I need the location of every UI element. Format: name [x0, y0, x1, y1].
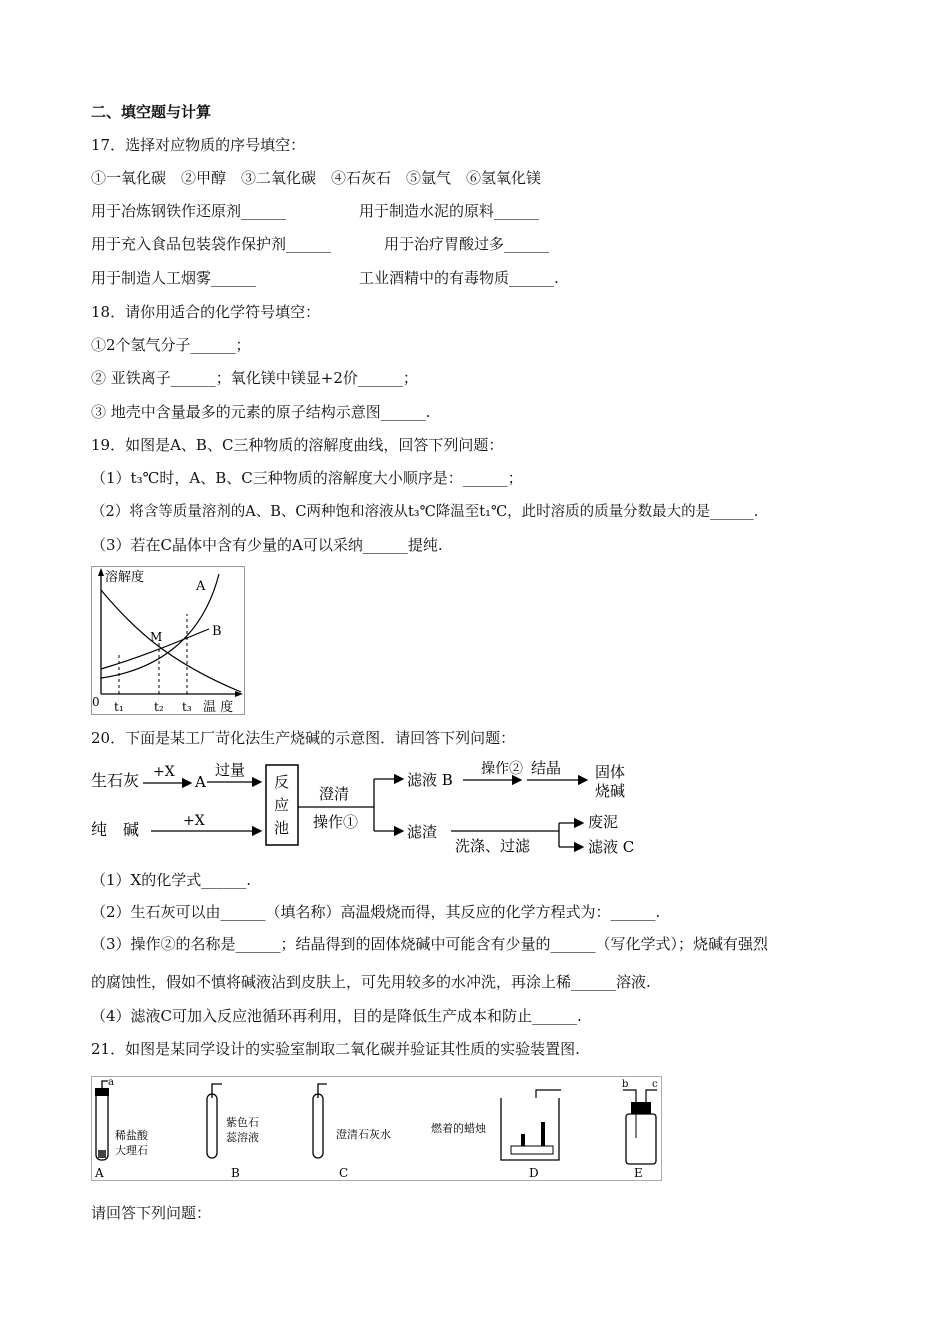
flow-clarify: 澄清: [319, 785, 350, 803]
q20-part3: （3）操作②的名称是______；结晶得到的固体烧碱中可能含有少量的______（写化学式）；烧碱有强烈: [91, 935, 769, 953]
q18-line1: ①2个氢气分子______；: [91, 336, 251, 354]
graph-xlabel: 温 度: [203, 700, 234, 715]
q17-row2-right: 用于治疗胃酸过多______: [384, 235, 550, 253]
flow-soda: 纯 碱: [91, 820, 140, 839]
flow-quicklime: 生石灰: [91, 771, 140, 790]
app-a-letter: a: [108, 1077, 114, 1088]
candle-high: [541, 1122, 545, 1146]
q19-part2: （2）将含等质量溶剂的A、B、C两种饱和溶液从t₃℃降温至t₁℃，此时溶质的质量分数最大的是______.: [91, 504, 759, 520]
bottle-e: [626, 1114, 656, 1164]
flow-filtrate-b: 滤液 B: [407, 771, 453, 789]
graph-label-a: A: [196, 579, 206, 594]
flow-reactor-1: 反: [274, 773, 290, 791]
flow-op2: 操作②: [481, 761, 523, 777]
flow-filtrate-c: 滤液 C: [588, 838, 635, 856]
app-c-letter: c: [652, 1079, 658, 1090]
app-label-b: B: [231, 1166, 240, 1180]
q17-options: ①一氧化碳 ②甲醇 ③二氧化碳 ④石灰石 ⑤氩气 ⑥氢氧化镁: [91, 169, 542, 187]
beaker-d: [501, 1098, 559, 1160]
flow-plus-x-2: +X: [183, 813, 205, 829]
app-limewater: 澄清石灰水: [336, 1128, 391, 1141]
q20-part2: （2）生石灰可以由______（填名称）高温煅烧而得，其反应的化学方程式为：______.: [91, 903, 661, 921]
flow-solid-1: 固体: [595, 763, 626, 781]
q19-part1: （1）t₃℃时，A、B、C三种物质的溶解度大小顺序是：______；: [91, 469, 523, 487]
flow-wash: 洗涤、过滤: [455, 837, 531, 855]
app-litmus-2: 蕊溶液: [226, 1131, 259, 1144]
app-acid: 稀盐酸: [115, 1129, 148, 1142]
q19-stem: 19．如图是A、B、C三种物质的溶解度曲线，回答下列问题：: [91, 436, 504, 454]
app-litmus-1: 紫色石: [226, 1116, 259, 1129]
tube-a: [96, 1092, 108, 1160]
apparatus-figure: [91, 1076, 663, 1182]
q17-row1-right: 用于制造水泥的原料______: [359, 202, 540, 220]
tube-c: [313, 1094, 323, 1158]
app-b-letter: b: [622, 1079, 629, 1090]
flow-reactor-3: 池: [274, 819, 290, 837]
candle-low: [521, 1134, 525, 1146]
app-candle: 燃着的蜡烛: [431, 1122, 486, 1135]
y-axis-arrow: [98, 568, 104, 576]
app-label-a: A: [95, 1166, 104, 1180]
q20-part4: （4）滤液C可加入反应池循环再利用，目的是降低生产成本和防止______.: [91, 1007, 582, 1025]
curve-c: [101, 590, 241, 692]
flow-residue: 滤渣: [407, 823, 438, 841]
q18-line2: ② 亚铁离子______；氧化镁中镁显+2价______；: [91, 369, 418, 387]
flow-mud: 废泥: [588, 813, 619, 831]
graph-frame: [92, 567, 245, 715]
app-label-e: E: [634, 1166, 643, 1180]
flow-crystallize: 结晶: [531, 759, 562, 777]
tube-b: [207, 1094, 217, 1158]
q17-stem: 17．选择对应物质的序号填空：: [91, 136, 306, 154]
q20-part1: （1）X的化学式______.: [91, 871, 251, 889]
marble-solid: [98, 1150, 106, 1158]
flow-reactor-2: 应: [274, 796, 290, 814]
q18-line3: ③ 地壳中含量最多的元素的原子结构示意图______.: [91, 403, 431, 421]
graph-t2: t₂: [154, 700, 164, 714]
flow-solid-2: 烧碱: [595, 782, 626, 800]
bottle-e-pipe-b: [623, 1090, 636, 1102]
graph-label-m: M: [150, 630, 163, 644]
bottle-e-pipe-c: [646, 1090, 657, 1102]
x-axis-arrow: [235, 691, 243, 697]
app-label-d: D: [529, 1166, 539, 1180]
app-marble: 大理石: [115, 1144, 148, 1157]
q18-stem: 18．请你用适合的化学符号填空：: [91, 303, 321, 321]
stopper-a: [95, 1088, 109, 1096]
q17-row2-left: 用于充入食品包装袋作保护剂______: [91, 235, 332, 253]
q17-row3-right: 工业酒精中的有毒物质______.: [359, 269, 559, 287]
q21-stem: 21．如图是某同学设计的实验室制取二氧化碳并验证其性质的实验装置图.: [91, 1040, 580, 1058]
tube-b-pipe: [212, 1084, 222, 1098]
flow-a: A: [195, 773, 206, 791]
q20-part3-cont: 的腐蚀性，假如不慎将碱液沾到皮肤上，可先用较多的水冲洗，再涂上稀______溶液.: [91, 973, 651, 991]
graph-t1: t₁: [114, 700, 124, 714]
graph-t3: t₃: [182, 700, 192, 714]
graph-origin: 0: [92, 695, 100, 709]
flow-op1: 操作①: [313, 813, 359, 831]
flow-excess: 过量: [215, 761, 246, 779]
q19-part3: （3）若在C晶体中含有少量的A可以采纳______提纯.: [91, 536, 443, 554]
step-d: [511, 1146, 553, 1154]
graph-ylabel: 溶解度: [105, 570, 145, 585]
stopper-e: [631, 1102, 651, 1114]
section-title: 二、填空题与计算: [91, 103, 212, 121]
q20-stem: 20．下面是某工厂苛化法生产烧碱的示意图．请回答下列问题：: [91, 729, 516, 747]
q17-row3-left: 用于制造人工烟雾______: [91, 269, 257, 287]
process-flow-diagram: [91, 755, 651, 865]
flow-plus-x-1: +X: [153, 764, 175, 780]
q21-answer-prompt: 请回答下列问题：: [91, 1204, 212, 1222]
q17-row1-left: 用于冶炼钢铁作还原剂______: [91, 202, 287, 220]
beaker-d-pipe: [536, 1090, 561, 1098]
solubility-graph: [91, 566, 246, 716]
graph-label-b: B: [212, 624, 222, 639]
app-label-c: C: [339, 1166, 349, 1180]
